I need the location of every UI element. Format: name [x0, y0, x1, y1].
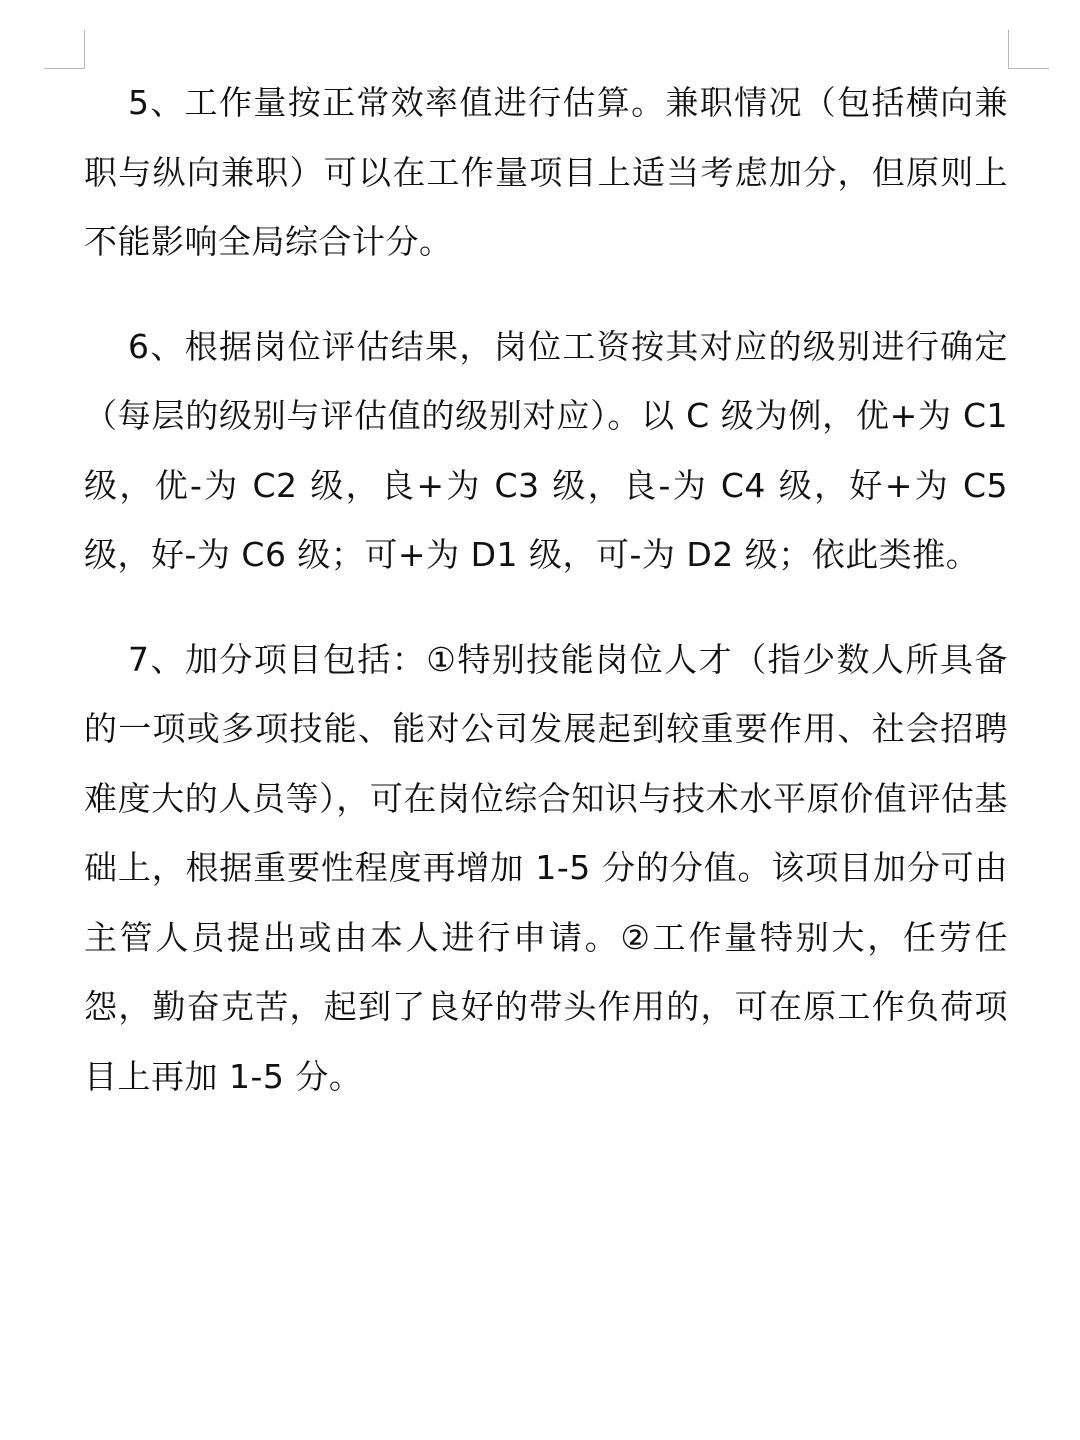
paragraph-6: 6、根据岗位评估结果，岗位工资按其对应的级别进行确定（每层的级别与评估值的级别对应）。以 C 级为例，优+为 C1 级，优-为 C2 级，良+为 C3 级，良-为 C4 级，好+为 C5 级，好-为 C6 级；可+为 D1 级，可-为 D2 级；依此类推。	[84, 326, 1008, 574]
document-body	[84, 68, 1008, 1111]
paragraph-5: 5、工作量按正常效率值进行估算。兼职情况（包括横向兼职与纵向兼职）可以在工作量项目上适当考虑加分，但原则上不能影响全局综合计分。	[84, 83, 1008, 261]
top-left-margin-mark	[44, 30, 85, 69]
top-right-margin-mark	[1008, 30, 1049, 69]
paragraph-7: 7、加分项目包括：①特别技能岗位人才（指少数人所具备的一项或多项技能、能对公司发展起到较重要作用、社会招聘难度大的人员等），可在岗位综合知识与技术水平原价值评估基础上，根据重要性程度再增加 1-5 分的分值。该项目加分可由主管人员提出或由本人进行申请。②工作量特别大，任劳任怨，勤奋克苦，起到了良好的带头作用的，可在原工作负荷项目上再加 1-5 分。	[84, 639, 1008, 1096]
